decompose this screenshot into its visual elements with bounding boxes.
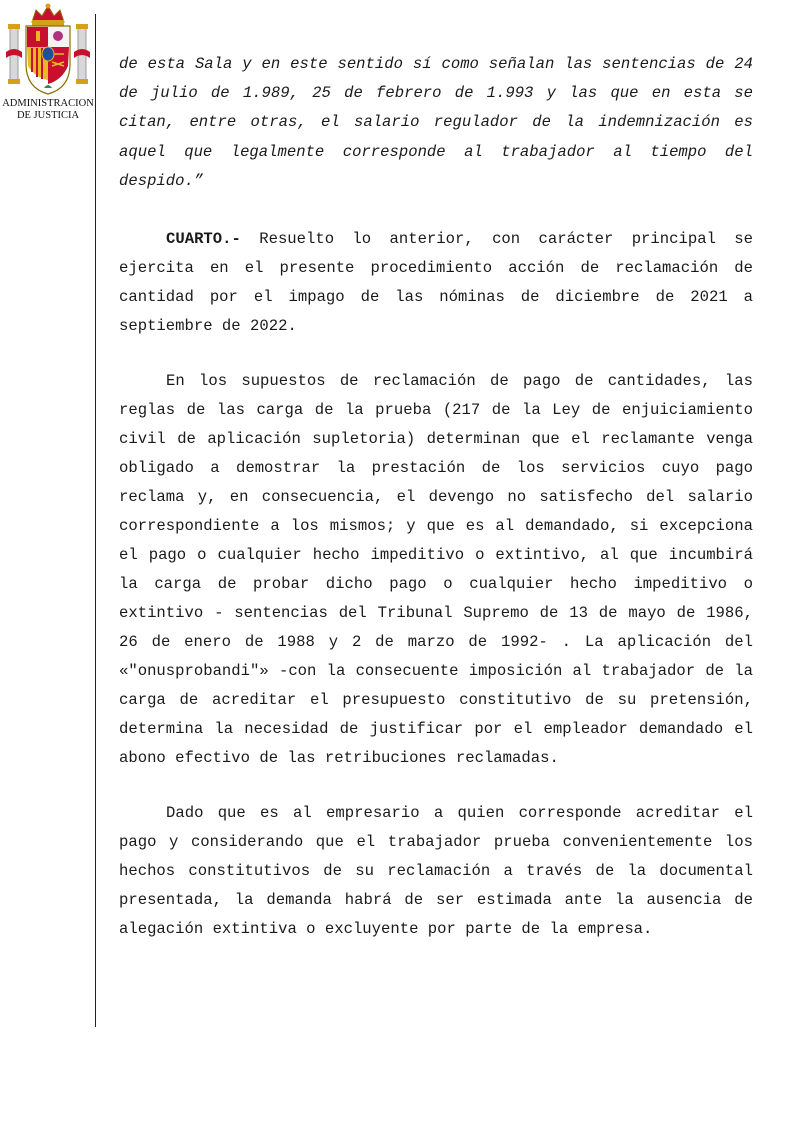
paragraph-cuarto xyxy=(119,225,753,341)
section-heading-cuarto: CUARTO.- xyxy=(166,230,241,249)
org-name xyxy=(0,98,96,122)
coat-of-arms-icon xyxy=(6,2,90,98)
org-line-1: ADMINISTRACION xyxy=(2,98,94,109)
quoted-text: de esta Sala y en este sentido sí como señalan las sentencias de 24 de julio de 1.989, 25 de febrero de 1.993 y las que en esta se citan, entre otras, el salario regulador de la indemnización es aquel que legalmente corresponde al trabajador al tiempo del despido.” xyxy=(119,55,753,190)
document-body xyxy=(119,50,753,944)
paragraph-carga-prueba: En los supuestos de reclamación de pago de cantidades, las reglas de las carga de la prueba (217 de la Ley de enjuiciamiento civil de aplicación supletoria) determinan que el reclamante venga obligado a demostrar la prestación de los servicios cuyo pago reclama y, en consecuencia, el devengo no satisfecho del salario correspondiente a los mismos; y que es al demandado, si excepciona el pago o cualquier hecho impeditivo o extintivo, al que incumbirá la carga de probar dicho pago o cualquier hecho impeditivo o extintivo - sentencias del Tribunal Supremo de 13 de mayo de 1986, 26 de enero de 1988 y 2 de marzo de 1992- . La aplicación del «"onusprobandi"» -con la consecuente imposición al trabajador de la carga de acreditar el presupuesto constitutivo de su pretensión, determina la necesidad de justificar por el empleador demandado el abono efectivo de las retribuciones reclamadas. xyxy=(119,372,753,768)
paragraph-cuarto-text: Resuelto lo anterior, con carácter principal se ejercita en el presente procedimiento acción de reclamación de cantidad por el impago de las nóminas de diciembre de 2021 a septiembre de 2022. xyxy=(119,230,753,336)
org-line-2: DE JUSTICIA xyxy=(16,110,80,121)
paragraph-conclusion: Dado que es al empresario a quien corresponde acreditar el pago y considerando que el trabajador prueba convenientemente los hechos constitutivos de su reclamación a través de la documental presentada, la demanda habrá de ser estimada ante la ausencia de alegación extintiva o excluyente por parte de la empresa. xyxy=(119,804,753,939)
header-emblem xyxy=(0,0,96,125)
margin-rule xyxy=(95,14,96,1027)
